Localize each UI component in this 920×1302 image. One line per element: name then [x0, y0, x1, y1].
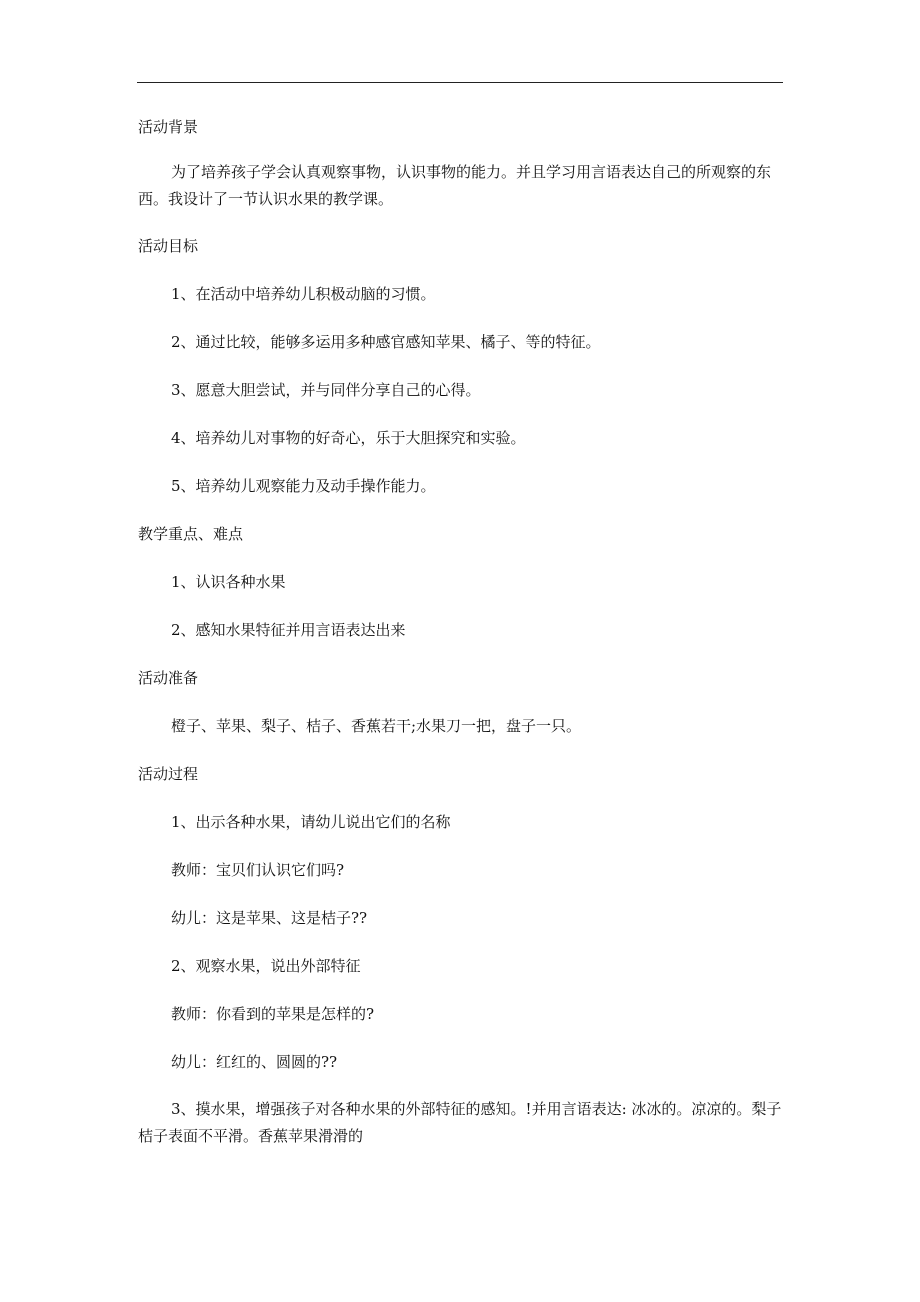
goal-item-5: 5、培养幼儿观察能力及动手操作能力。: [171, 477, 436, 495]
goal-item-2: 2、通过比较，能够多运用多种感官感知苹果、橘子、等的特征。: [171, 333, 601, 351]
section-heading-key-points: 教学重点、难点: [138, 525, 244, 543]
process-paragraph: 3、摸水果，增强孩子对各种水果的外部特征的感知。!并用言语表达: 冰冰的。凉凉的。梨子桔子表面不平滑。香蕉苹果滑滑的: [138, 1100, 782, 1145]
key-point-item-1: 1、认识各种水果: [171, 573, 286, 591]
key-point-item-2: 2、感知水果特征并用言语表达出来: [171, 621, 406, 639]
section-heading-background: 活动背景: [138, 118, 199, 136]
process-item-2: 教师：宝贝们认识它们吗?: [171, 861, 345, 879]
header-divider: [137, 82, 783, 83]
goal-item-1: 1、在活动中培养幼儿积极动脑的习惯。: [171, 285, 436, 303]
process-item-5: 教师：你看到的苹果是怎样的?: [171, 1005, 375, 1023]
process-item-1: 1、出示各种水果，请幼儿说出它们的名称: [171, 813, 451, 831]
preparation-item: 橙子、苹果、梨子、桔子、香蕉若干;水果刀一把，盘子一只。: [171, 717, 582, 735]
process-item-4: 2、观察水果，说出外部特征: [171, 957, 361, 975]
goal-item-3: 3、愿意大胆尝试，并与同伴分享自己的心得。: [171, 381, 481, 399]
process-item-3: 幼儿：这是苹果、这是桔子??: [171, 909, 368, 927]
section-heading-goals: 活动目标: [138, 237, 199, 255]
section-heading-preparation: 活动准备: [138, 669, 199, 687]
section-heading-process: 活动过程: [138, 765, 199, 783]
background-paragraph: 为了培养孩子学会认真观察事物，认识事物的能力。并且学习用言语表达自己的所观察的东西。我设计了一节认识水果的教学课。: [138, 163, 772, 208]
process-item-6: 幼儿：红红的、圆圆的??: [171, 1053, 338, 1071]
goal-item-4: 4、培养幼儿对事物的好奇心，乐于大胆探究和实验。: [171, 429, 526, 447]
